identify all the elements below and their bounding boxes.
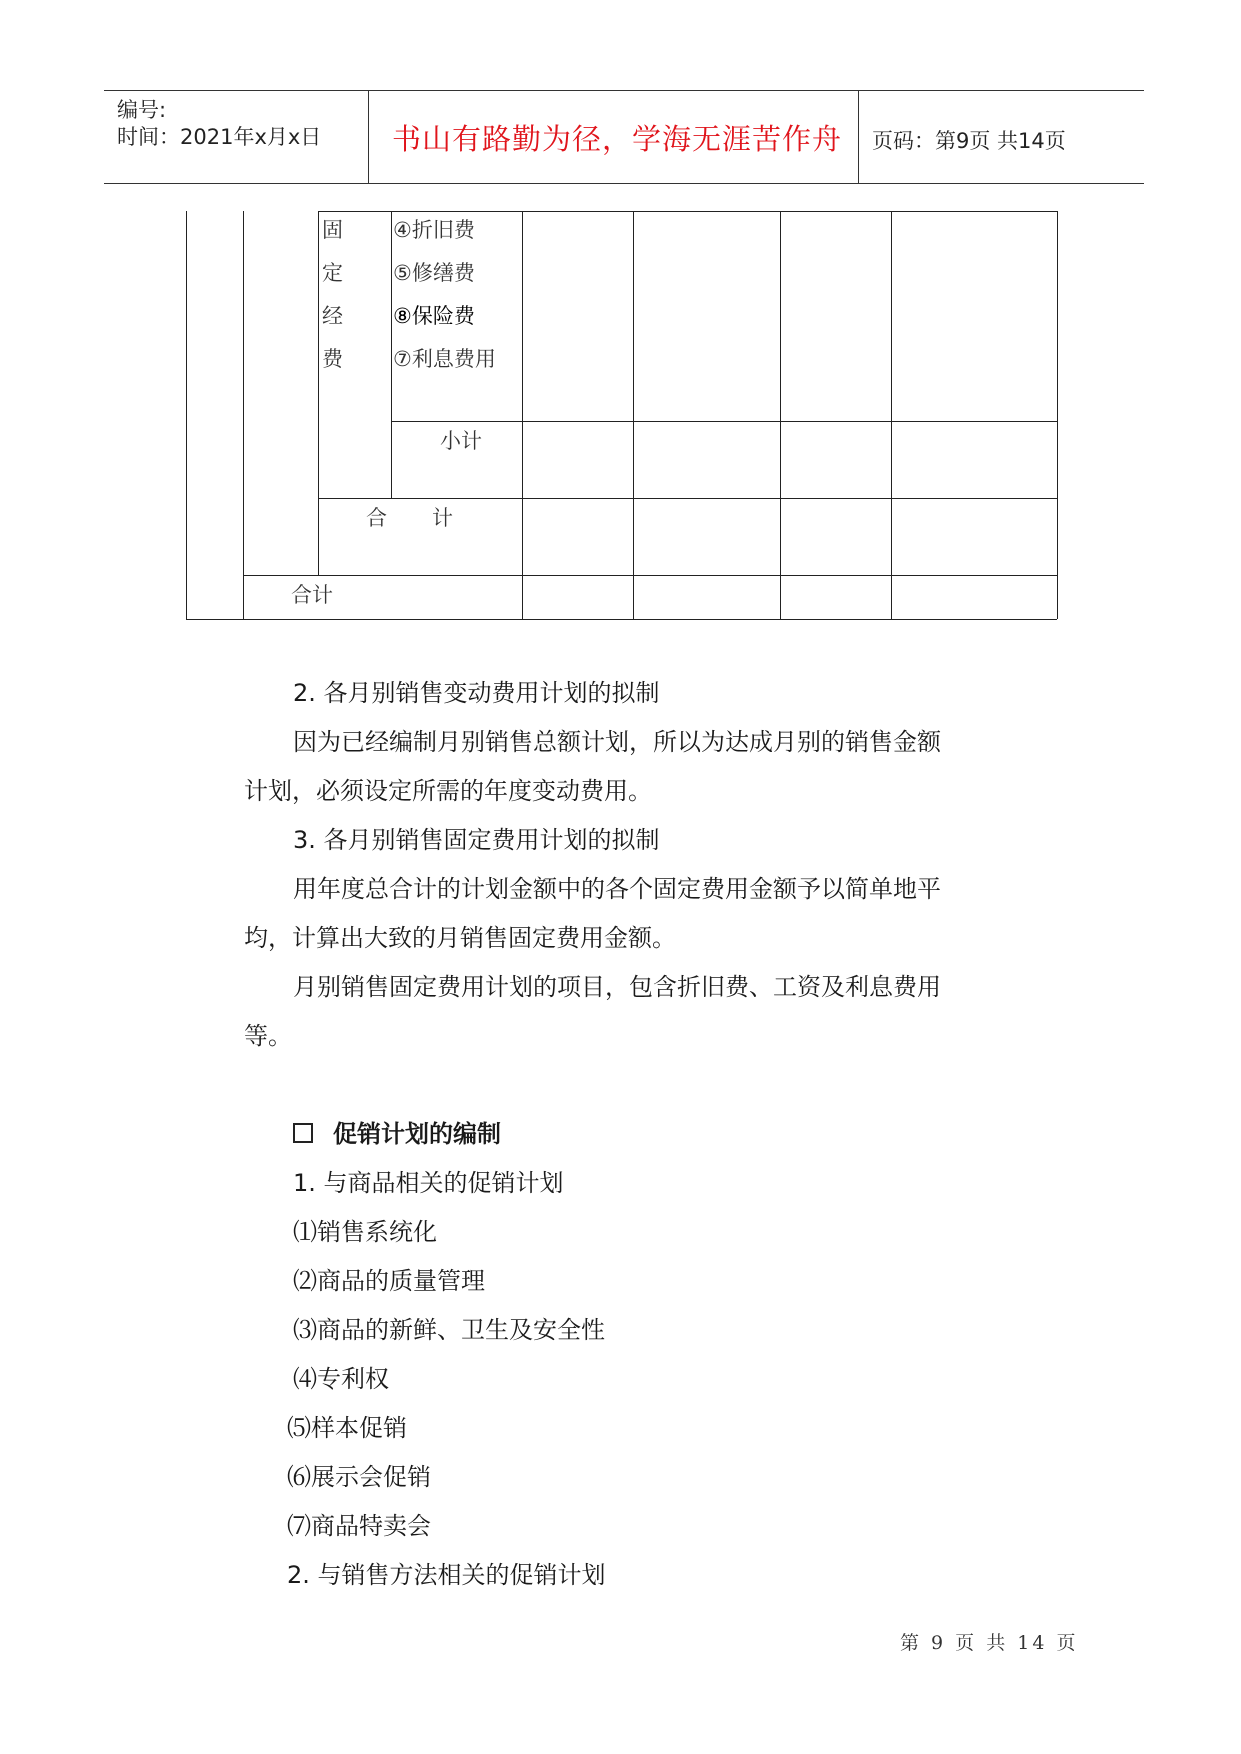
table-border-col4 [522, 211, 523, 619]
table-border-left [186, 211, 187, 619]
table-border-right [1057, 211, 1058, 619]
heading-fixed-costs: 3. 各月别销售固定费用计划的拟制 [293, 826, 660, 854]
subheading-product-promotion: 1. 与商品相关的促销计划 [293, 1169, 564, 1197]
paragraph-line: 等。 [244, 1022, 292, 1050]
header-motto: 书山有路勤为径，学海无涯苦作舟 [392, 122, 843, 156]
table-border-col7 [891, 211, 892, 619]
checkbox-icon [293, 1123, 313, 1143]
subheading-sales-method-promotion: 2. 与销售方法相关的促销计划 [287, 1561, 606, 1589]
table-border-col2 [318, 211, 319, 576]
list-item: ⑴销售系统化 [293, 1218, 437, 1246]
section-title [293, 1114, 501, 1149]
list-item: ⑹展示会促销 [287, 1463, 431, 1491]
table-rule-top [318, 211, 1057, 212]
total-label-part: 合 [366, 506, 387, 530]
group-label-char: 经 [322, 304, 343, 328]
group-label-char: 固 [322, 218, 343, 242]
list-item: ⑸样本促销 [287, 1414, 407, 1442]
total-label-part: 计 [432, 506, 453, 530]
table-border-col3 [391, 211, 392, 499]
table-rule-grand [243, 575, 1057, 576]
header-divider-left [368, 90, 369, 184]
header-top-rule [104, 90, 1144, 91]
paragraph-line: 因为已经编制月别销售总额计划，所以为达成月别的销售金额 [293, 728, 941, 756]
list-item: ⑷专利权 [293, 1365, 389, 1393]
table-border-col1 [243, 211, 244, 619]
header-bottom-rule [104, 183, 1144, 184]
paragraph-line: 月别销售固定费用计划的项目，包含折旧费、工资及利息费用 [293, 973, 941, 1001]
paragraph-line: 计划，必须设定所需的年度变动费用。 [244, 777, 652, 805]
list-item: ⑶商品的新鲜、卫生及安全性 [293, 1316, 605, 1344]
table-rule-total [318, 498, 1057, 499]
expense-item: ⑧保险费 [393, 304, 475, 328]
grand-total-label: 合计 [291, 583, 333, 607]
table-rule-bottom [186, 619, 1057, 620]
table-border-col5 [633, 211, 634, 619]
page-footer: 第 9 页 共 14 页 [900, 1632, 1079, 1654]
expense-item: ⑤修缮费 [393, 261, 475, 285]
table-border-col6 [780, 211, 781, 619]
list-item: ⑺商品特卖会 [287, 1512, 431, 1540]
group-label-char: 费 [322, 347, 343, 371]
expense-item: ⑦利息费用 [393, 347, 496, 371]
header-divider-right [858, 90, 859, 184]
page-indicator: 页码：第9页 共14页 [872, 129, 1066, 153]
serial-label: 编号: [117, 98, 167, 122]
heading-variable-costs: 2. 各月别销售变动费用计划的拟制 [293, 679, 660, 707]
group-label-char: 定 [322, 261, 343, 285]
table-rule-subtotal [391, 421, 1057, 422]
section-title-text: 促销计划的编制 [333, 1120, 501, 1148]
paragraph-line: 用年度总合计的计划金额中的各个固定费用金额予以简单地平 [293, 875, 941, 903]
list-item: ⑵商品的质量管理 [293, 1267, 485, 1295]
time-label: 时间：2021年x月x日 [117, 125, 322, 149]
expense-item: ④折旧费 [393, 218, 475, 242]
subtotal-label: 小计 [440, 429, 482, 453]
paragraph-line: 均，计算出大致的月销售固定费用金额。 [244, 924, 676, 952]
